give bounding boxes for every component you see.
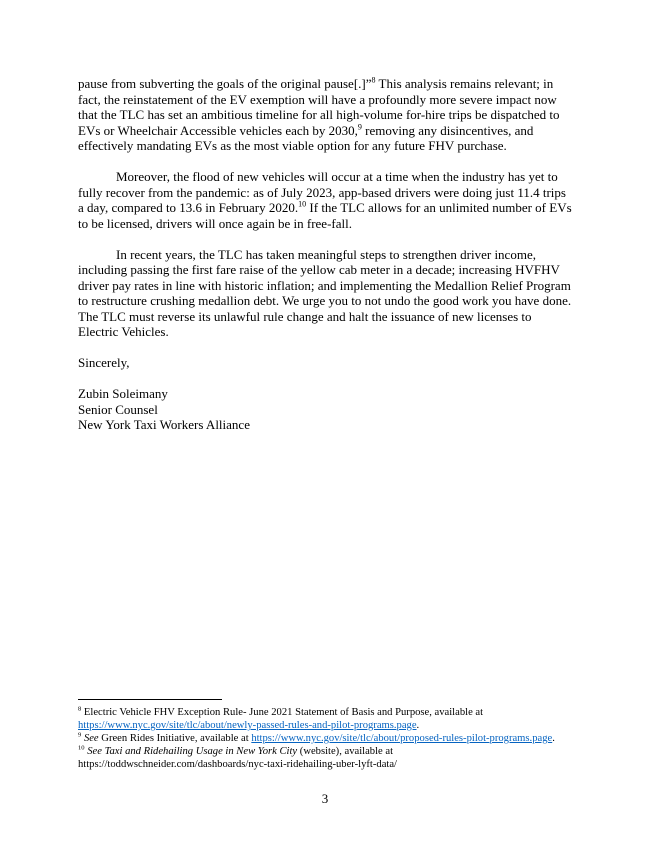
footnote-9-see: See [83, 733, 99, 744]
footnote-9-period: . [552, 733, 555, 744]
footnote-8-link[interactable]: https://www.nyc.gov/site/tlc/about/newly-passed-rules-and-pilot-programs.page [78, 720, 417, 731]
footnote-10-marker: 10 [78, 744, 85, 752]
footnote-9 [78, 732, 573, 745]
page-number: 3 [321, 791, 329, 806]
footnote-10 [78, 745, 573, 771]
footnote-ref-10: 10 [298, 199, 307, 209]
footnote-ref-8: 8 [371, 75, 376, 85]
paragraph-3: In recent years, the TLC has taken meaningful steps to strengthen driver income, including passing the first fare raise of the yellow cab meter in a decade; increasing HVFHV driver pay rates in line with historic inflation; and implementing the Medallion Relief Program to restructure crushing medallion debt. We urge you to not undo the good work you have done. The TLC must reverse its unlawful rule change and halt the issuance of new licenses to Electric Vehicles. [78, 246, 572, 339]
body-text: pause from subverting the goals of the original pause[.]” [78, 76, 372, 91]
body-text: removing any disincentives, and effectively mandating EVs as the most viable option for any future FHV purchase. [78, 122, 534, 153]
paragraph-1 [78, 76, 573, 154]
footnote-9-text: Green Rides Initiative, available at [98, 733, 252, 744]
closing-line: Sincerely, [78, 355, 130, 370]
footnote-8 [78, 706, 573, 732]
signature-name: Zubin Soleimany [78, 386, 168, 401]
footnote-8-period: . [416, 720, 420, 731]
signature-org: New York Taxi Workers Alliance [78, 417, 250, 432]
body-text: If the TLC allows for an unlimited number of EVs to be licensed, drivers will once again be in free-fall. [78, 200, 572, 231]
footnote-8-text: Electric Vehicle FHV Exception Rule- June 2021 Statement of Basis and Purpose, available at [81, 707, 484, 718]
footnote-10-title: Taxi and Ridehailing Usage in New York City [101, 746, 298, 757]
footnote-10-url: https://toddwschneider.com/dashboards/nyc-taxi-ridehailing-uber-lyft-data/ [78, 759, 397, 770]
body-text: Moreover, the flood of new vehicles will occur at a time when the industry has yet to fully recover from the pandemic: as of July 2023, app-based drivers were doing just 11.4 trips a day, compared to 13.6 in February 2020. [78, 169, 566, 215]
footnote-separator [78, 699, 222, 700]
signature-title: Senior Counsel [78, 401, 158, 417]
paragraph-2 [78, 169, 573, 231]
body-text: This analysis remains relevant; in fact, the reinstatement of the EV exemption will have a profoundly more severe impact now that the TLC has set an ambitious timeline for all high-volume for-hire trips be dispatched to EVs or Wheelchair Accessible vehicles each by 2030, [78, 76, 560, 138]
letter-body [78, 76, 573, 433]
footnote-9-link[interactable]: https://www.nyc.gov/site/tlc/about/proposed-rules-pilot-programs.page [251, 733, 553, 744]
footnote-ref-9: 9 [357, 122, 362, 132]
footnote-9-marker: 9 [78, 731, 82, 739]
footnote-10-see: See [87, 746, 102, 757]
footnotes-section [78, 699, 573, 771]
footnote-8-marker: 8 [78, 705, 82, 713]
signature-block [78, 386, 573, 433]
footnote-10-text: (website), available at [297, 746, 394, 757]
